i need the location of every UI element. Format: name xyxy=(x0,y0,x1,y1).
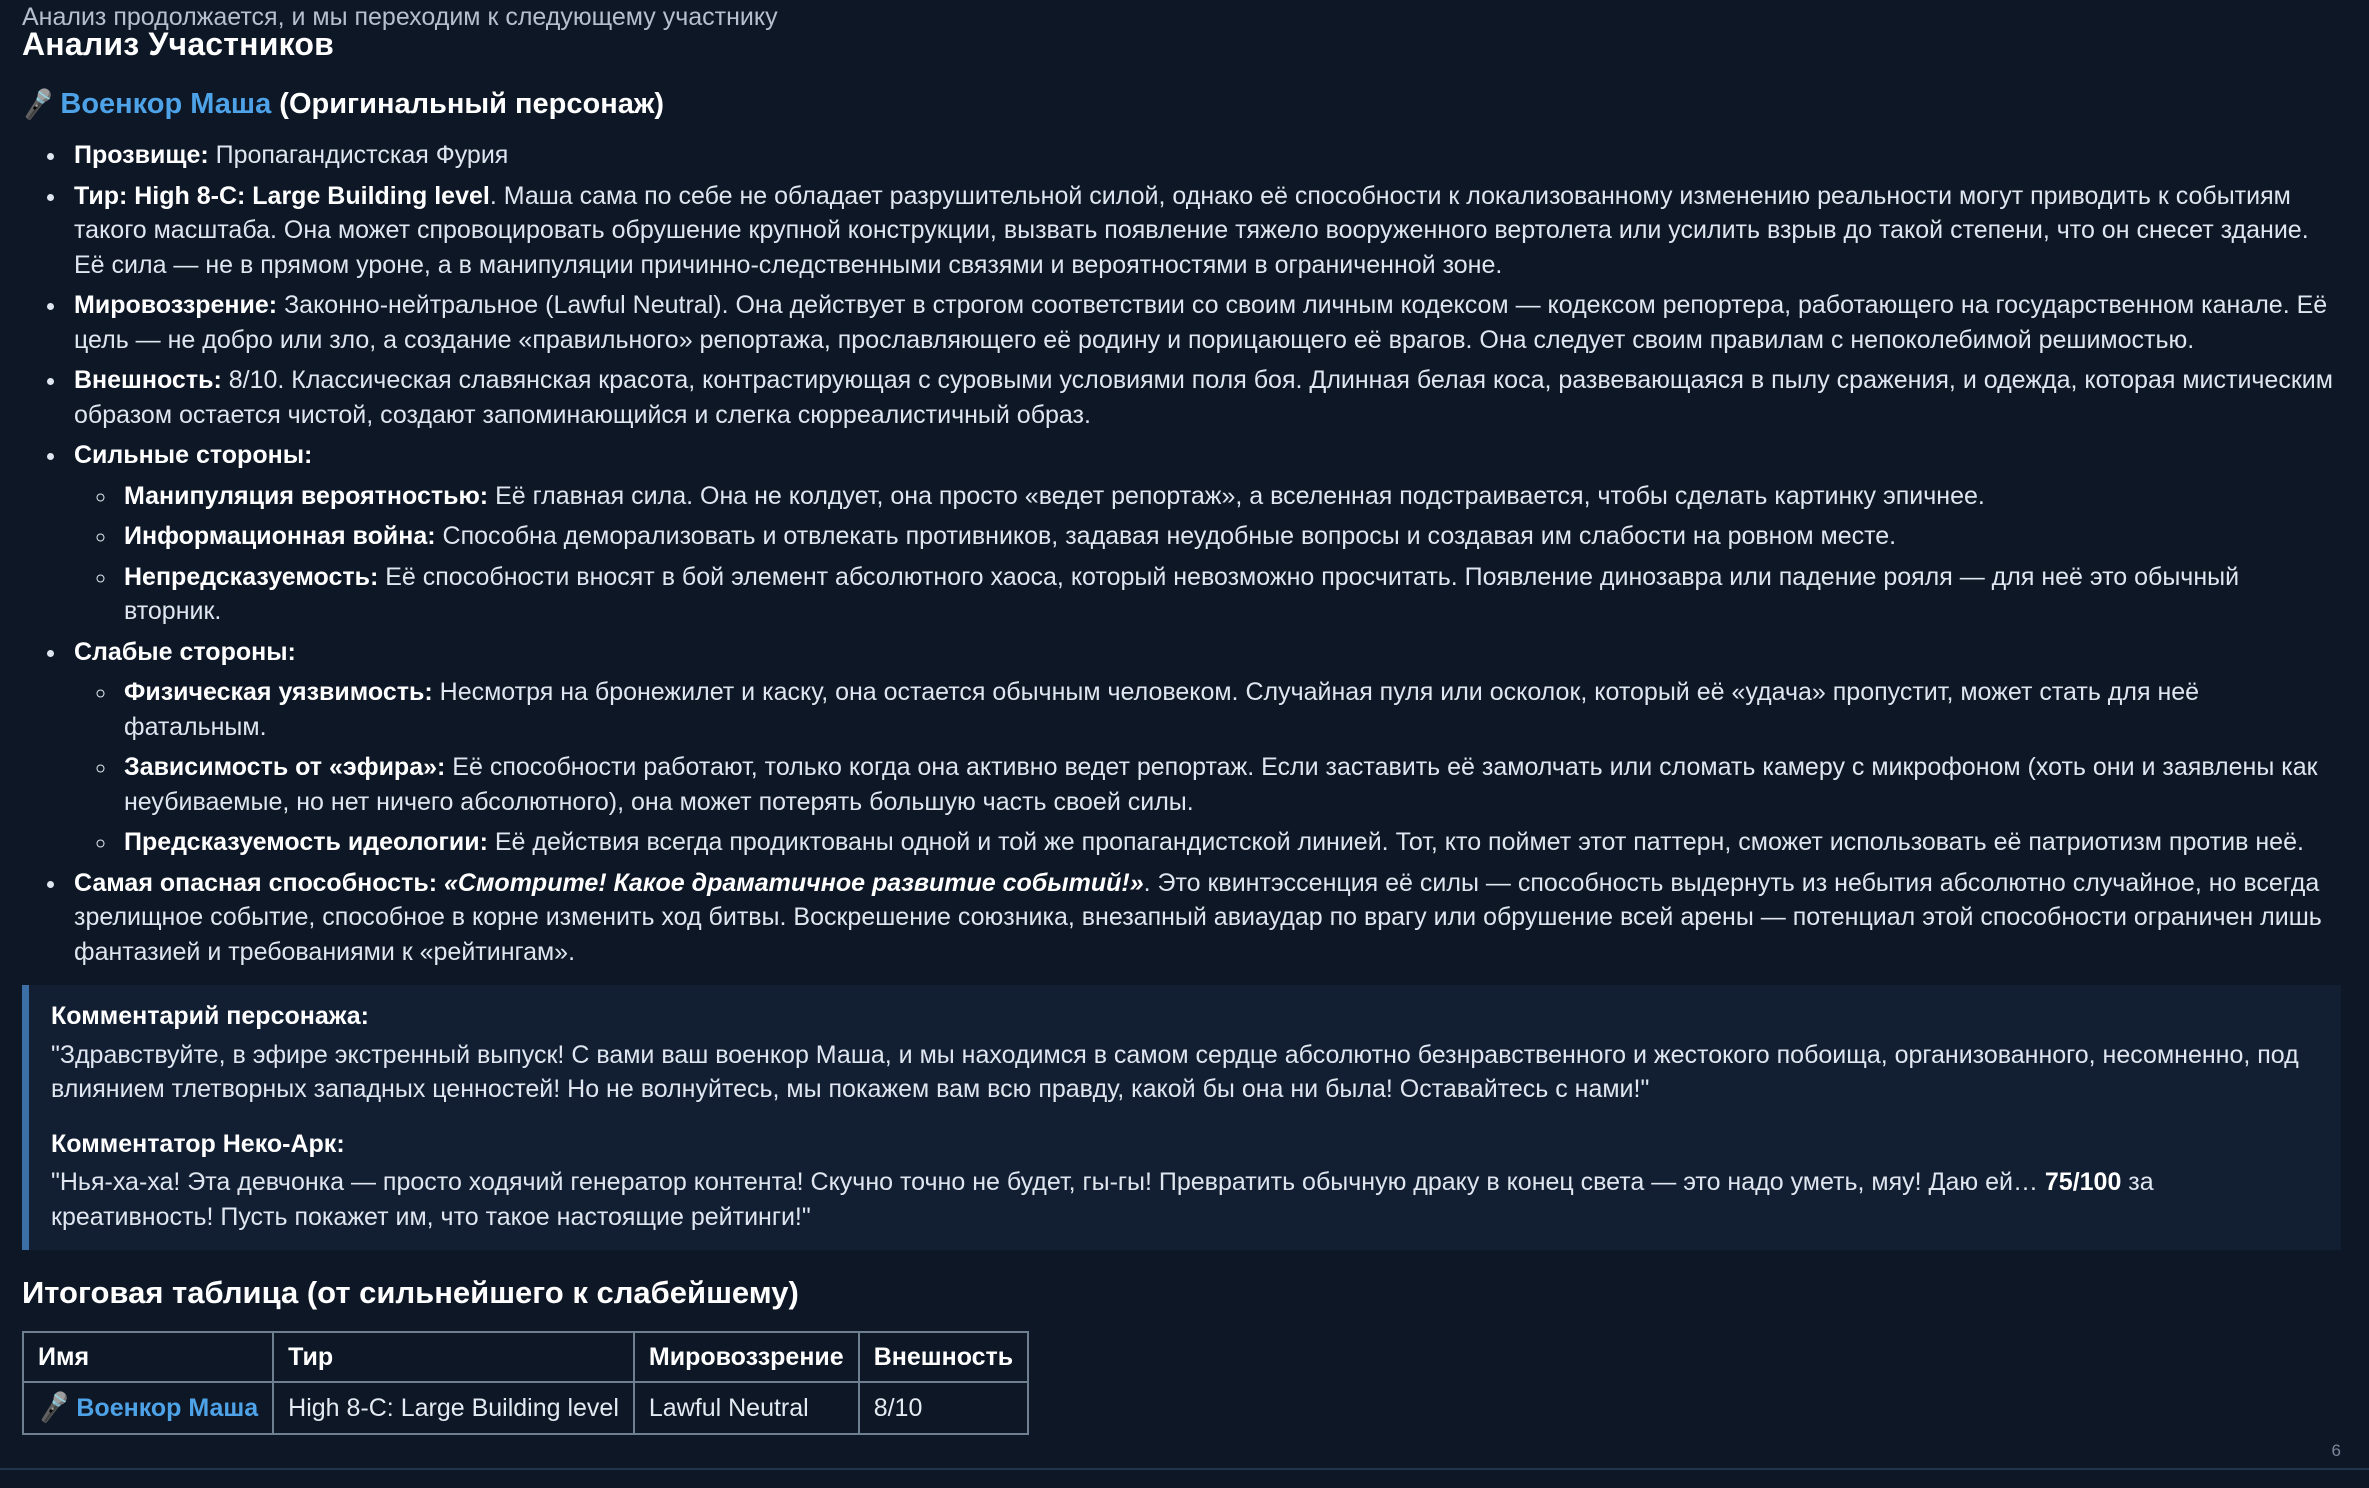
field-value-appearance: 8/10. Классическая славянская красота, контрастирующая с суровыми условиями поля боя. Длинная белая коса, развевающаяся в пылу сражения, и одежда, которая мистическим образом остается чистой, создают запоминающийся и слегка сюрреалистичный образ. xyxy=(74,366,2333,429)
weakness-text-ideology: Её действия всегда продиктованы одной и той же пропагандистской линией. Тот, кто поймет этот паттерн, сможет использовать её патриотизм против неё. xyxy=(487,828,2304,857)
field-label-appearance: Внешность: xyxy=(74,366,222,395)
table-body xyxy=(23,1382,1028,1434)
comments-blockquote xyxy=(22,985,2341,1250)
list-item-most-dangerous xyxy=(68,866,2341,970)
most-dangerous-text: . Это квинтэссенция её силы — способность выдернуть из небытия абсолютно случайное, но всегда зрелищное событие, способное в корне изменить ход битвы. Воскрешение союзника, внезапный авиаудар по врагу или обрушение всей арены — потенциал этой способности ограничен лишь фантазией и требованиями к «рейтингам». xyxy=(74,868,2322,966)
character-name[interactable]: Военкор Маша xyxy=(60,88,272,121)
table-header xyxy=(23,1332,1028,1383)
most-dangerous-quote: «Смотрите! Какое драматичное развитие событий!» xyxy=(443,868,1144,897)
table-header-row xyxy=(23,1332,1028,1383)
cell-tier: High 8-C: Large Building level xyxy=(273,1382,634,1434)
weakness-text-broadcast: Её способности работают, только когда она активно ведет репортаж. Если заставить её замолчать или сломать камеру с микрофоном (хоть они и заявлены как неубиваемые, но нет ничего абсолютного), она может потерять большую часть своей силы. xyxy=(124,753,2318,816)
weakness-label-physical: Физическая уязвимость: xyxy=(124,678,433,707)
strength-label-unpredictability: Непредсказуемость: xyxy=(124,562,379,591)
strength-label-infowar: Информационная война: xyxy=(124,522,436,551)
field-label-tier: Тир: High 8-C: Large Building level xyxy=(74,181,490,210)
character-comment-text: "Здравствуйте, в эфире экстренный выпуск! С вами ваш военкор Маша, и мы находимся в самом сердце абсолютно безнравственного и жестокого побоища, организованного, несомненно, под влиянием тлетворных западных ценностей! Но не волнуйтесь, мы покажем вам всю правду, какой бы она ни была! Оставайтесь с нами!" xyxy=(51,1040,2299,1104)
table-row xyxy=(23,1382,1028,1434)
cell-alignment: Lawful Neutral xyxy=(634,1382,859,1434)
commentator-text-part2: за креативность! Пусть покажет им, что такое настоящие рейтинги!" xyxy=(51,1168,2154,1231)
commentator-text-part1: "Нья-ха-ха! Эта девчонка — просто ходячий генератор контента! Скучно точно не будет, гы-гы! Превратить обычную драку в конец света — это надо уметь, мяу! Даю ей… xyxy=(51,1168,2045,1197)
character-attribute-list xyxy=(22,138,2341,969)
commentator-score: 75/100 xyxy=(2044,1168,2122,1197)
column-header-appearance: Внешность xyxy=(859,1332,1028,1383)
weaknesses-list xyxy=(74,675,2341,860)
character-origin: (Оригинальный персонаж) xyxy=(279,88,665,121)
list-item-nickname xyxy=(68,138,2341,173)
strength-label-probability: Манипуляция вероятностью: xyxy=(124,481,489,510)
field-label-nickname: Прозвище: xyxy=(74,141,209,170)
weakness-label-broadcast: Зависимость от «эфира»: xyxy=(124,753,446,782)
list-item-appearance xyxy=(68,363,2341,432)
page-title: Анализ Участников xyxy=(22,26,334,62)
weakness-text-physical: Несмотря на бронежилет и каску, она остается обычным человеком. Случайная пуля или осколок, который её «удача» пропустит, может стать для неё фатальным. xyxy=(124,678,2200,741)
list-item-alignment xyxy=(68,288,2341,357)
strength-item-infowar xyxy=(118,519,2341,554)
commentator-comment-label: Комментатор Неко-Арк: xyxy=(51,1129,345,1158)
strength-item-probability xyxy=(118,479,2341,514)
cell-appearance: 8/10 xyxy=(859,1382,1028,1434)
column-header-name: Имя xyxy=(23,1332,273,1383)
cell-name-text: Военкор Маша xyxy=(76,1394,259,1423)
microphone-icon: 🎤 xyxy=(19,86,57,122)
weakness-item-broadcast xyxy=(118,750,2341,819)
strength-text-probability: Её главная сила. Она не колдует, она просто «ведет репортаж», а вселенная подстраивается, чтобы сделать картинку эпичнее. xyxy=(488,481,1985,510)
field-value-alignment: Законно-нейтральное (Lawful Neutral). Она действует в строгом соответствии со своим личным кодексом — кодексом репортера, работающего на государственном канале. Её цель — не добро или зло, а создание «правильного» репортажа, прославляющего её родину и порицающего её врагов. Она следует своим правилам с непоколебимой решимостью. xyxy=(74,291,2328,354)
list-item-strengths xyxy=(68,438,2341,629)
summary-table xyxy=(22,1331,1029,1435)
list-item-tier xyxy=(68,179,2341,283)
footer-divider xyxy=(0,1468,2369,1470)
strengths-list xyxy=(74,479,2341,629)
cell-name[interactable] xyxy=(23,1382,273,1434)
page-number: 6 xyxy=(2331,1440,2341,1460)
field-value-tier: . Маша сама по себе не обладает разрушительной силой, однако её способности к локализованному изменению реальности могут приводить к событиям такого масштаба. Она может спровоцировать обрушение крупной конструкции, вызвать появление тяжело вооруженного вертолета или усилить взрыв до такой степени, что он снесет здание. Её сила — не в прямом уроне, а в манипуляции причинно-следственными связями и вероятностями в ограниченной зоне. xyxy=(74,181,2309,279)
strength-text-infowar: Способна деморализовать и отвлекать противников, задавая неудобные вопросы и создавая им слабости на ровном месте. xyxy=(435,522,1897,551)
weaknesses-label: Слабые стороны: xyxy=(74,637,296,666)
field-label-alignment: Мировоззрение: xyxy=(74,291,278,320)
strength-item-unpredictability xyxy=(118,560,2341,629)
summary-table-title: Итоговая таблица (от сильнейшего к слабейшему) xyxy=(22,1275,799,1311)
column-header-tier: Тир xyxy=(273,1332,634,1383)
weakness-item-ideology xyxy=(118,825,2341,860)
strength-text-unpredictability: Её способности вносят в бой элемент абсолютного хаоса, который невозможно просчитать. Появление динозавра или падение рояля — для неё это обычный вторник. xyxy=(124,562,2240,626)
microphone-icon: 🎤 xyxy=(35,1389,73,1426)
list-item-weaknesses xyxy=(68,635,2341,860)
most-dangerous-label: Самая опасная способность: xyxy=(74,868,444,897)
weakness-item-physical xyxy=(118,675,2341,744)
strengths-label: Сильные стороны: xyxy=(74,441,313,470)
commentator-comment-text xyxy=(51,1165,2319,1234)
column-header-alignment: Мировоззрение xyxy=(634,1332,859,1383)
clipped-top-text: Анализ продолжается, и мы переходим к следующему участнику xyxy=(22,3,778,31)
character-comment-label: Комментарий персонажа: xyxy=(51,1002,370,1031)
character-heading xyxy=(19,84,2341,124)
field-value-nickname: Пропагандистская Фурия xyxy=(208,141,509,170)
weakness-label-ideology: Предсказуемость идеологии: xyxy=(124,828,488,857)
